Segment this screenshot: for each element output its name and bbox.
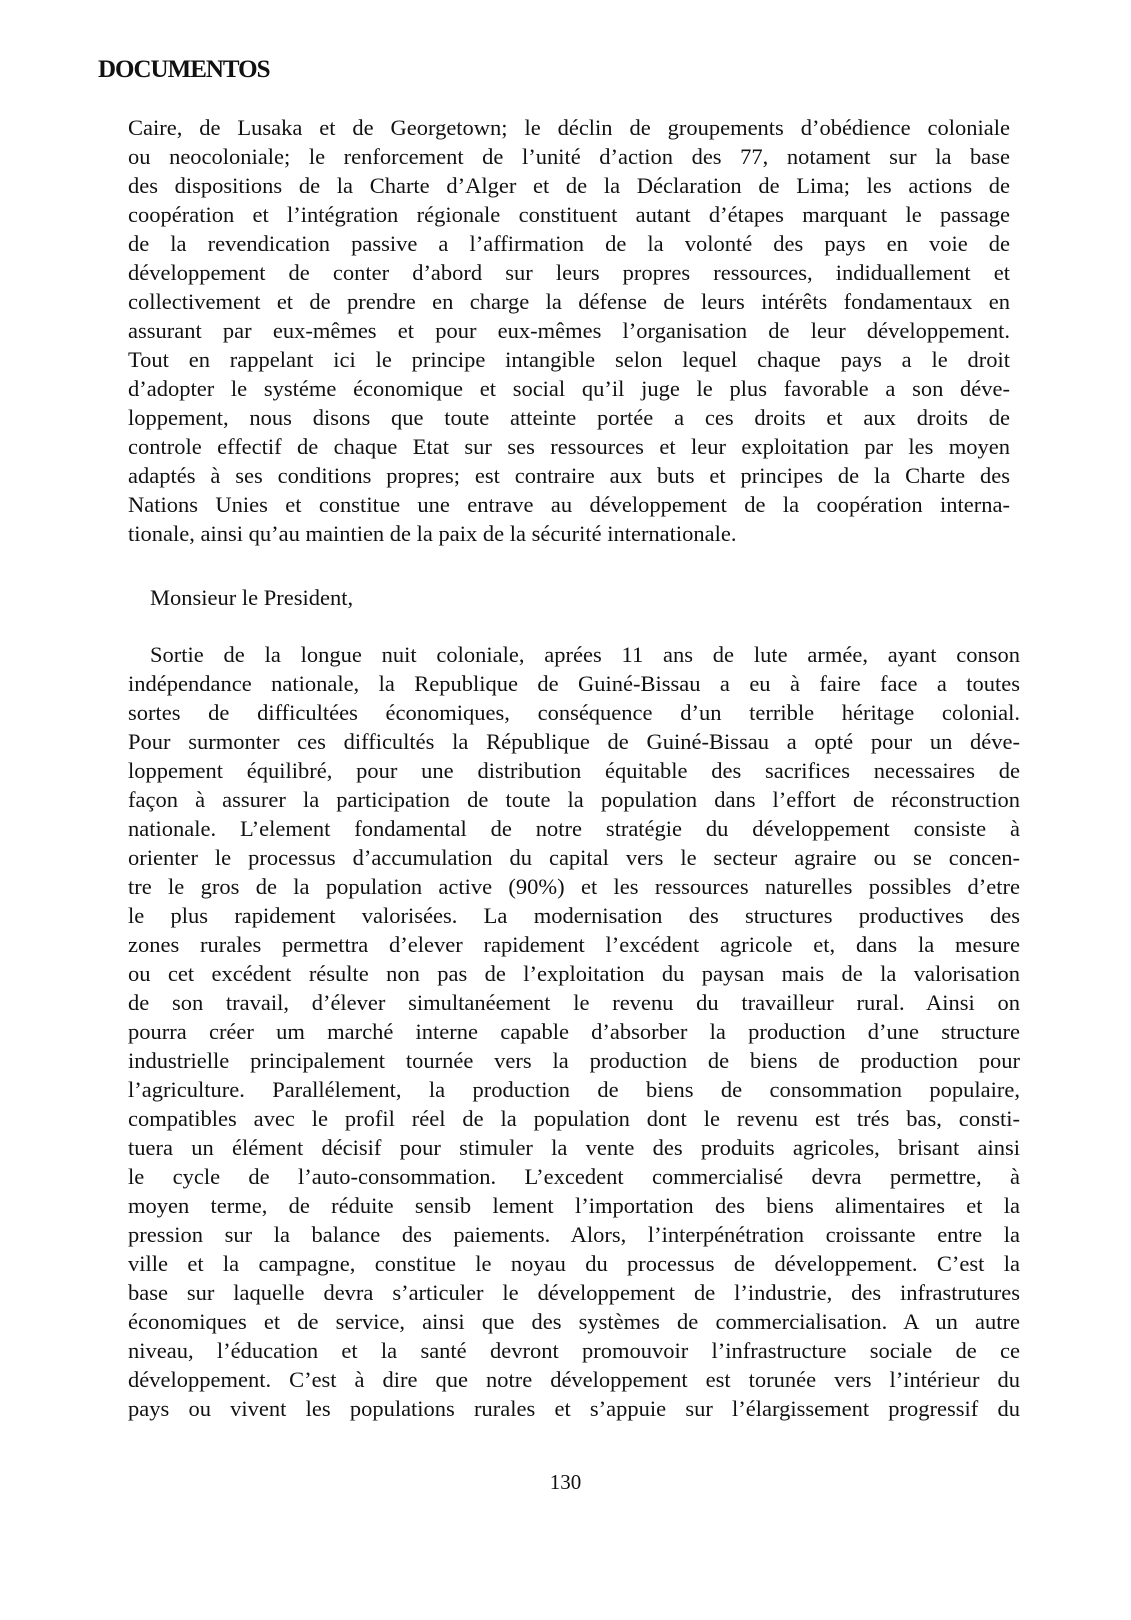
- text-line: pourra créer um marché interne capable d’absorber la production d’une structure: [128, 1019, 1020, 1044]
- text-line: compatibles avec le profil réel de la population dont le revenu est trés bas, consti-: [128, 1106, 1020, 1131]
- text-line: Pour surmonter ces difficultés la République de Guiné-Bissau a opté pour un déve-: [128, 729, 1020, 754]
- section-heading: DOCUMENTOS: [98, 56, 270, 83]
- text-line: ou neocoloniale; le renforcement de l’unité d’action des 77, notament sur la base: [128, 144, 1010, 169]
- text-line: collectivement et de prendre en charge la défense de leurs intérêts fondamentaux en: [128, 289, 1010, 314]
- text-line: des dispositions de la Charte d’Alger et de la Déclaration de Lima; les actions de: [128, 173, 1010, 198]
- text-line: nationale. L’element fondamental de notre stratégie du développement consiste à: [128, 816, 1020, 841]
- text-line: le cycle de l’auto-consommation. L’excedent commercialisé devra permettre, à: [128, 1164, 1020, 1189]
- text-line: développement. C’est à dire que notre développement est torunée vers l’intérieur du: [128, 1367, 1020, 1392]
- text-line: Sortie de la longue nuit coloniale, aprées 11 ans de lute armée, ayant conson: [150, 642, 1020, 667]
- text-line: adaptés à ses conditions propres; est contraire aux buts et principes de la Charte des: [128, 463, 1010, 488]
- text-line: niveau, l’éducation et la santé devront promouvoir l’infrastructure sociale de ce: [128, 1338, 1020, 1363]
- text-line: loppement, nous disons que toute atteinte portée a ces droits et aux droits de: [128, 405, 1010, 430]
- text-line: indépendance nationale, la Republique de Guiné-Bissau a eu à faire face a toutes: [128, 671, 1020, 696]
- text-line: moyen terme, de réduite sensib lement l’importation des biens alimentaires et la: [128, 1193, 1020, 1218]
- text-line: de son travail, d’élever simultanéement le revenu du travailleur rural. Ainsi on: [128, 990, 1020, 1015]
- text-line: pression sur la balance des paiements. Alors, l’interpénétration croissante entre la: [128, 1222, 1020, 1247]
- text-line: tre le gros de la population active (90%) et les ressources naturelles possibles d’etre: [128, 874, 1020, 899]
- page-number: 130: [549, 1470, 582, 1494]
- text-line: l’agriculture. Parallélement, la production de biens de consommation populaire,: [128, 1077, 1020, 1102]
- text-line: développement de conter d’abord sur leurs propres ressources, indiduallement et: [128, 260, 1010, 285]
- text-line: tionale, ainsi qu’au maintien de la paix de la sécurité internationale.: [128, 521, 737, 546]
- text-line: assurant par eux-mêmes et pour eux-mêmes l’organisation de leur développement.: [128, 318, 1010, 343]
- text-line: pays ou vivent les populations rurales et s’appuie sur l’élargissement progressif du: [128, 1396, 1020, 1421]
- salutation: Monsieur le President,: [150, 585, 354, 610]
- text-line: zones rurales permettra d’elever rapidement l’excédent agricole et, dans la mesure: [128, 932, 1020, 957]
- text-line: ville et la campagne, constitue le noyau du processus de développement. C’est la: [128, 1251, 1020, 1276]
- text-line: le plus rapidement valorisées. La modernisation des structures productives des: [128, 903, 1020, 928]
- text-line: Tout en rappelant ici le principe intangible selon lequel chaque pays a le droit: [128, 347, 1010, 372]
- text-line: sortes de difficultées économiques, conséquence d’un terrible héritage colonial.: [128, 700, 1020, 725]
- text-line: base sur laquelle devra s’articuler le développement de l’industrie, des infrastrutures: [128, 1280, 1020, 1305]
- text-line: ou cet excédent résulte non pas de l’exploitation du paysan mais de la valorisation: [128, 961, 1020, 986]
- text-line: façon à assurer la participation de toute la population dans l’effort de réconstruction: [128, 787, 1020, 812]
- text-line: loppement équilibré, pour une distribution équitable des sacrifices necessaires de: [128, 758, 1020, 783]
- text-line: tuera un élément décisif pour stimuler la vente des produits agricoles, brisant ainsi: [128, 1135, 1020, 1160]
- text-line: orienter le processus d’accumulation du capital vers le secteur agraire ou se concen-: [128, 845, 1020, 870]
- text-line: économiques et de service, ainsi que des systèmes de commercialisation. A un autre: [128, 1309, 1020, 1334]
- paragraph-1: [128, 113, 1010, 548]
- text-line: controle effectif de chaque Etat sur ses ressources et leur exploitation par les moyen: [128, 434, 1010, 459]
- text-line: d’adopter le systéme économique et social qu’il juge le plus favorable a son déve-: [128, 376, 1010, 401]
- text-line: de la revendication passive a l’affirmation de la volonté des pays en voie de: [128, 231, 1010, 256]
- text-line: industrielle principalement tournée vers la production de biens de production pour: [128, 1048, 1020, 1073]
- text-line: Caire, de Lusaka et de Georgetown; le déclin de groupements d’obédience coloniale: [128, 115, 1010, 140]
- text-line: Nations Unies et constitue une entrave au développement de la coopération interna-: [128, 492, 1010, 517]
- text-line: coopération et l’intégration régionale constituent autant d’étapes marquant le passage: [128, 202, 1010, 227]
- paragraph-2: [128, 640, 1020, 1423]
